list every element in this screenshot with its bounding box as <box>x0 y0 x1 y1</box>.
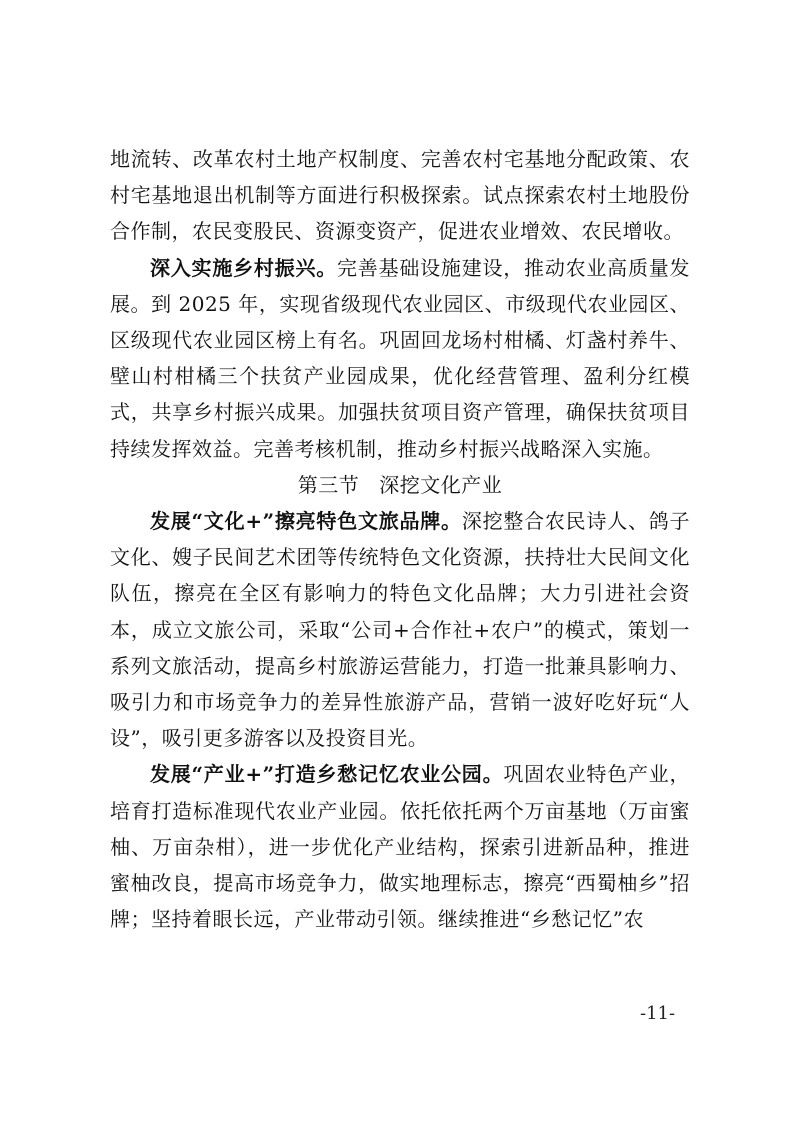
paragraph-lead: 发展“文化+”擦亮特色文旅品牌。 <box>150 509 462 534</box>
paragraph-rural-revitalization <box>110 250 690 467</box>
paragraph-text: 完善基础设施建设，推动农业高质量发展。到 2025 年，实现省级现代农业园区、市级现代农业园区、区级现代农业园区榜上有名。巩固回龙场村柑橘、灯盏村养牛、壁山村柑橘三个扶贫产业园成果，优化经营管理、盈利分红模式，共享乡村振兴成果。加强扶贫项目资产管理，确保扶贫项目持续发挥效益。完善考核机制，推动乡村振兴战略深入实施。 <box>110 255 691 461</box>
section-heading <box>110 467 690 503</box>
paragraph-text: 深挖整合农民诗人、鸽子文化、嫂子民间艺术团等传统特色文化资源，扶持壮大民间文化队伍，擦亮在全区有影响力的特色文化品牌；大力引进社会资本，成立文旅公司，采取“公司+合作社+农户”的模式，策划一系列文旅活动，提高乡村旅游运营能力，打造一批兼具影响力、吸引力和市场竞争力的差异性旅游产品，营销一波好吃好玩“人设”，吸引更多游客以及投资目光。 <box>110 509 691 751</box>
paragraph-text: 巩固农业特色产业，培育打造标准现代农业产业园。依托依托两个万亩基地（万亩蜜柚、万亩杂柑），进一步优化产业结构，探索引进新品种，推进蜜柚改良，提高市场竞争力，做实地理标志，擦亮“西蜀柚乡”招牌；坚持着眼长远，产业带动引领。继续推进“乡愁记忆”农 <box>110 762 691 932</box>
section-title: 深挖文化产业 <box>379 472 503 497</box>
paragraph-culture-tourism <box>110 503 690 756</box>
paragraph-agricultural-park <box>110 756 690 937</box>
continuation-paragraph: 地流转、改革农村土地产权制度、完善农村宅基地分配政策、农村宅基地退出机制等方面进行积极探索。试点探索农村土地股份合作制，农民变股民、资源变资产，促进农业增效、农民增收。 <box>110 147 690 244</box>
paragraph-lead: 发展“产业+”打造乡愁记忆农业公园。 <box>150 762 504 787</box>
page-number: -11- <box>640 1003 676 1024</box>
paragraph-lead: 深入实施乡村振兴。 <box>150 255 338 280</box>
section-number: 第三节 <box>297 472 360 497</box>
document-body <box>110 141 690 937</box>
